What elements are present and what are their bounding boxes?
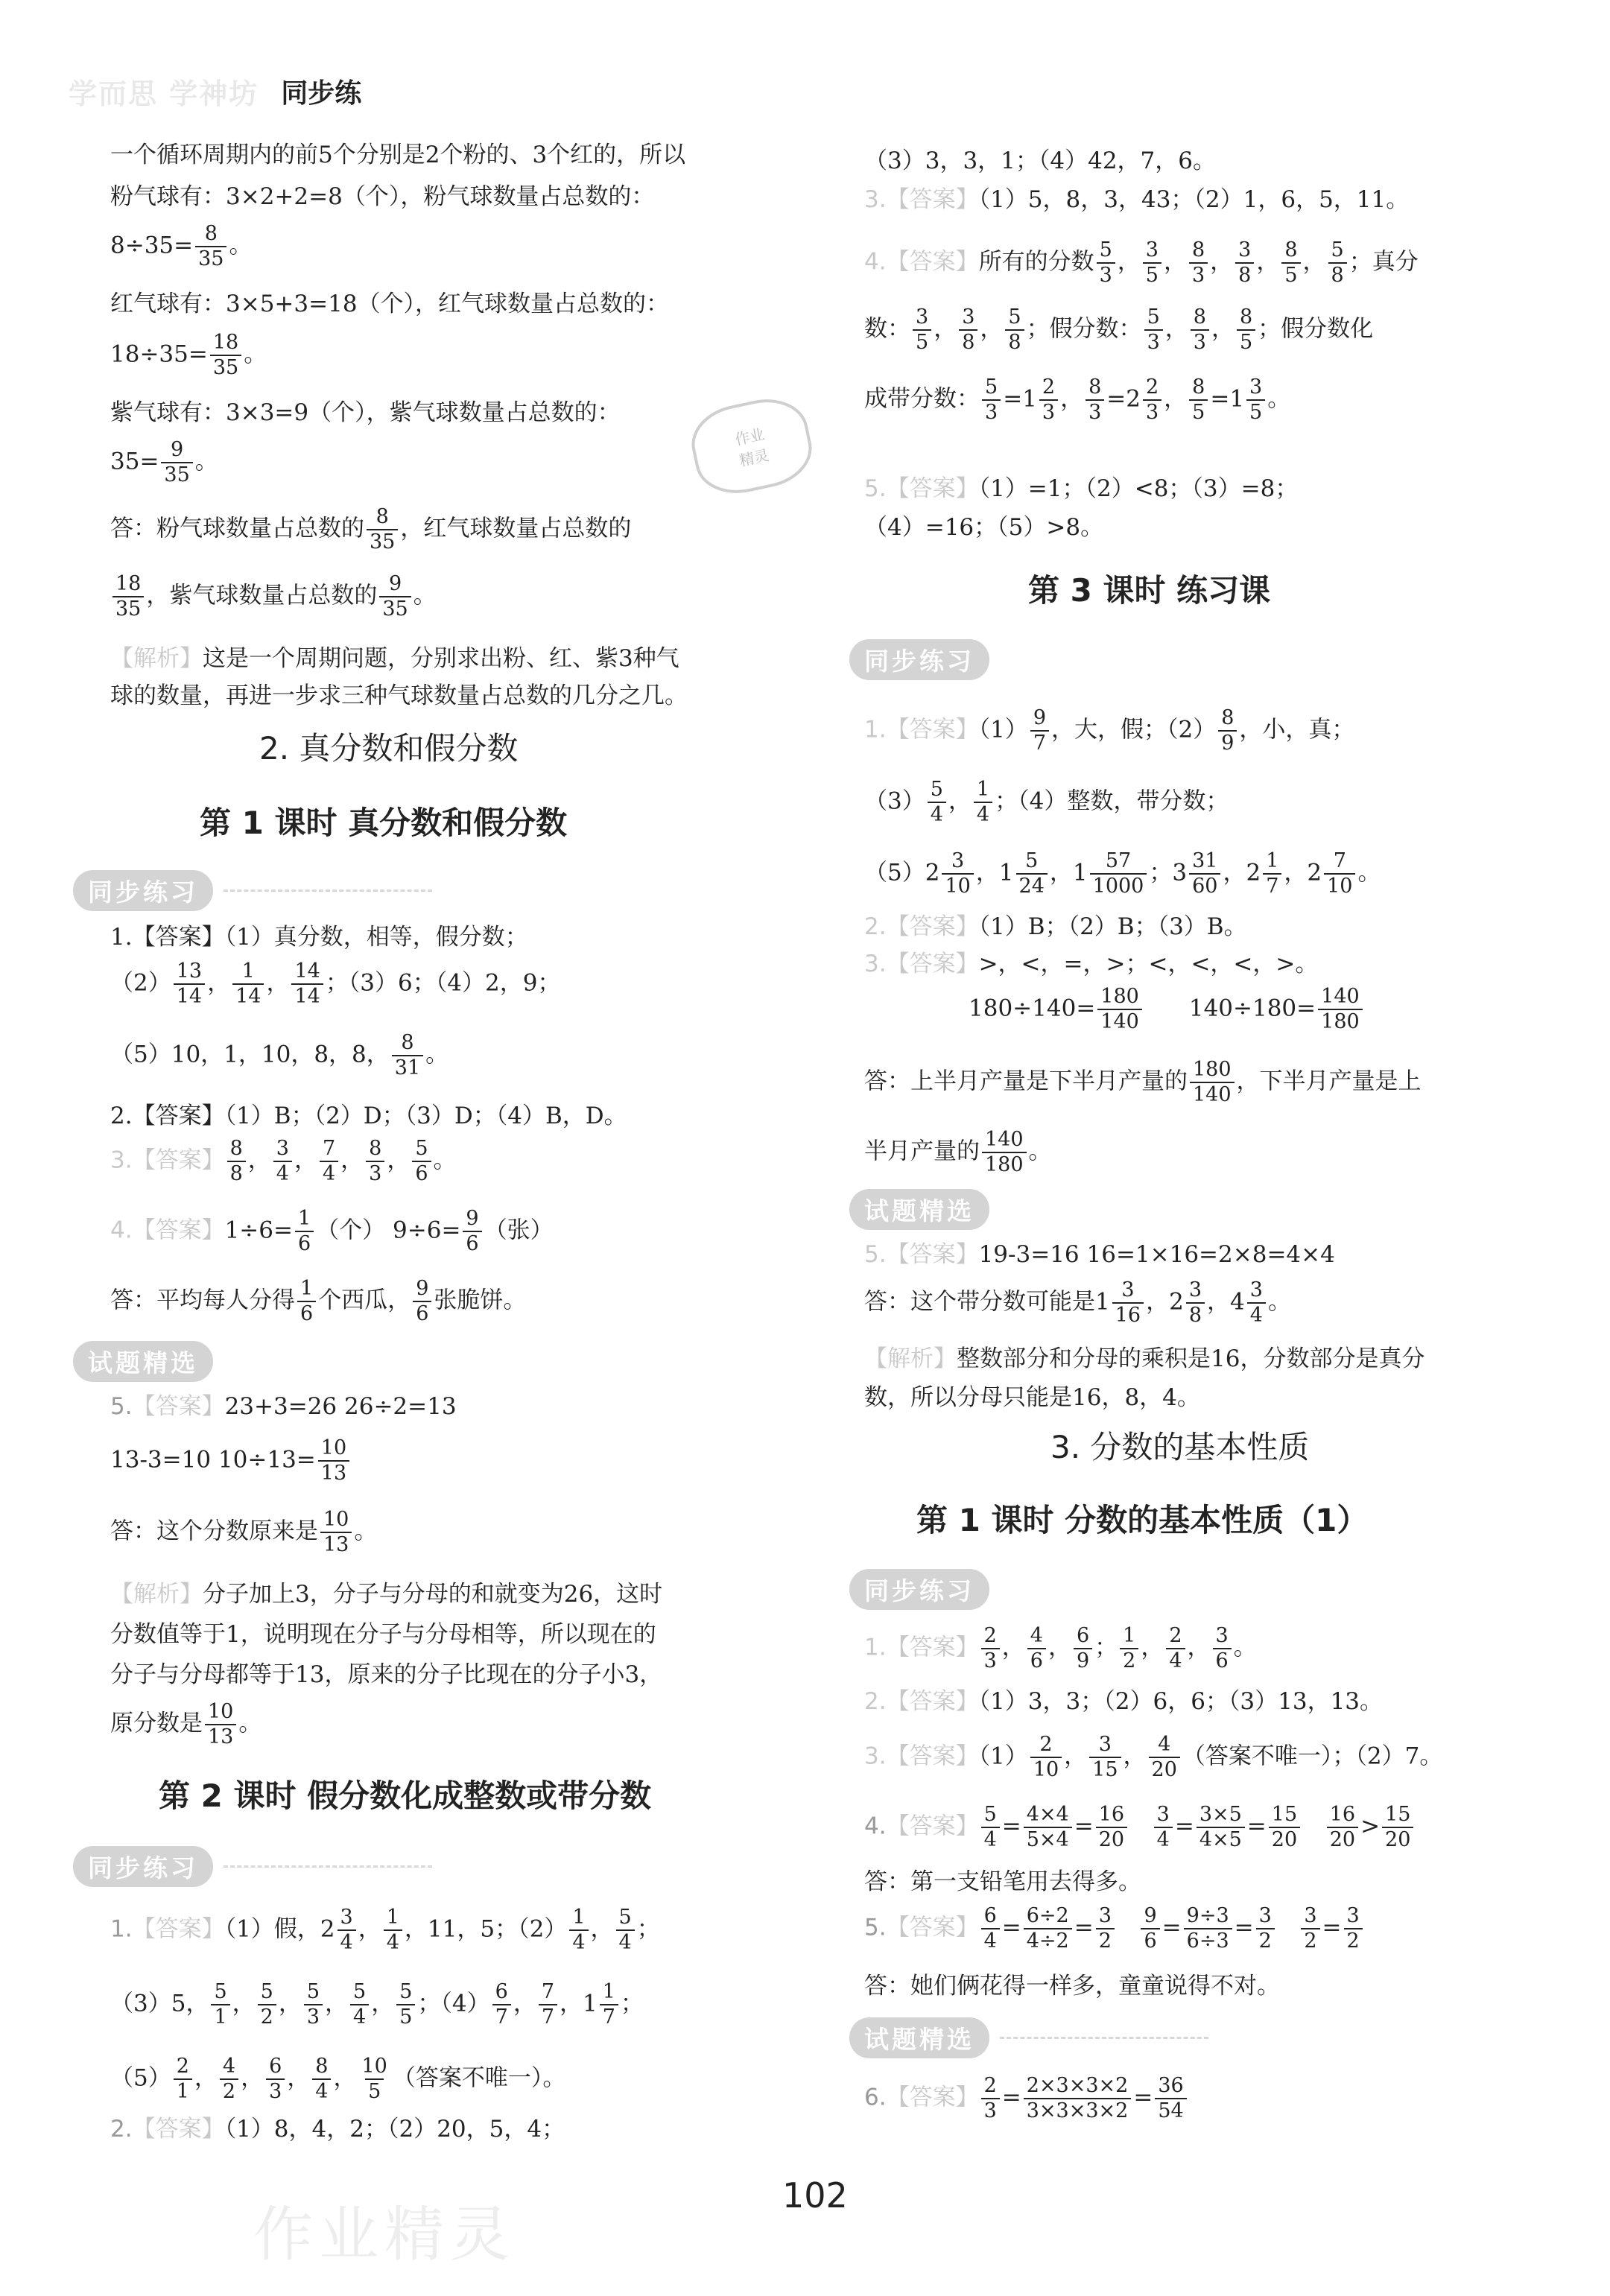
text-line: $\frac{18}{35}$ ，紫气球数量占总数的 $\frac{9}{35}$ 。 [110, 572, 437, 621]
text-line: 4.【答案】 $\frac{5}{4}$ = $\frac{4\times 4}{5\times 4}$ = $\frac{16}{20}$ $\frac{3}{4}$ = $\frac{3\times 5}{4\times 5}$ = $\frac{15}{20}$ $\frac{16}{20}$ > $\frac{15}{20}$ [864, 1803, 1416, 1852]
text-line: 2.【答案】（1）B；（2）B；（3）B。 [864, 913, 1247, 940]
text-line: （3） $\frac{5}{4}$ ， $\frac{1}{4}$ ；（4）整数，带分数； [864, 778, 1229, 826]
text-line: 8÷35= $\frac{8}{35}$ 。 [110, 222, 253, 270]
sync-practice-badge: 同步练习 [849, 639, 989, 679]
section-title: 2. 真分数和假分数 [259, 730, 519, 767]
text-line: 5.【答案】 $\frac{6}{4}$ = $\frac{6\div 2}{4\div 2}$ = $\frac{3}{2}$ $\frac{9}{6}$ = $\frac{9\div 3}{6\div 3}$ = $\frac{3}{2}$ $\frac{3}{2}$ = $\frac{3}{2}$ [864, 1904, 1365, 1953]
text-line: 1.【答案】（1）真分数，相等，假分数； [110, 924, 528, 951]
text-line: （5）10，1，10，8，8， $\frac{8}{31}$ 。 [110, 1031, 449, 1079]
text-line: 2.【答案】（1）8，4，2；（2）20，5，4； [110, 2116, 565, 2143]
text-line: 2.【答案】（1）B；（2）D；（3）D；（4）B，D。 [110, 1103, 627, 1129]
text-line: （3）3，3，1；（4）42，7，6。 [864, 148, 1217, 174]
text-line: 答：上半月产量是下半月产量的 $\frac{180}{140}$ ，下半月产量是上 [864, 1058, 1422, 1106]
fraction: $\frac{9}{35}$ [161, 438, 192, 487]
section-title: 3. 分数的基本性质 [1050, 1429, 1310, 1465]
lesson-title: 第 3 课时 练习课 [1028, 572, 1271, 609]
text-line: 分子与分母都等于13，原来的分子比现在的分子小3， [110, 1661, 663, 1688]
exam-selection-badge: 试题精选 [73, 1341, 213, 1381]
text-line: 4.【答案】所有的分数 $\frac{5}{3}$ ， $\frac{3}{5}$ ， $\frac{8}{3}$ ， $\frac{3}{8}$ ， $\frac{8}{5}$ ， $\frac{5}{8}$ ；真分 [864, 238, 1419, 287]
exam-selection-badge: 试题精选 [849, 2017, 1208, 2058]
text-line: （4）=16；（5）>8。 [864, 514, 1104, 541]
text-line: 1.【答案】（1）假，2 $\frac{3}{4}$ ， $\frac{1}{4}$ ，11，5；（2） $\frac{1}{4}$ ， $\frac{5}{4}$ ； [110, 1906, 660, 1954]
text-line: 【解析】整数部分和分母的乘积是16，分数部分是真分 [864, 1345, 1425, 1372]
text-line: 3.【答案】 $\frac{8}{8}$ ， $\frac{3}{4}$ ， $\frac{7}{4}$ ， $\frac{8}{3}$ ， $\frac{5}{6}$ 。 [110, 1137, 457, 1185]
text-line: 一个循环周期内的前5个分别是2个粉的、3个红的，所以 [110, 142, 686, 168]
text-line: （3）5， $\frac{5}{1}$ ， $\frac{5}{2}$ ， $\frac{5}{3}$ ， $\frac{5}{4}$ ， $\frac{5}{5}$ ；（4） $\frac{6}{7}$ ， $\frac{7}{7}$ ，1 $\frac{1}{7}$ ； [110, 1980, 644, 2029]
text-line: 粉气球有：3×2+2=8（个），粉气球数量占总数的： [110, 183, 655, 210]
text-line: 原分数是 $\frac{10}{13}$ 。 [110, 1700, 262, 1748]
lesson-title: 第 2 课时 假分数化成整数或带分数 [159, 1778, 652, 1814]
text-line: 半月产量的 $\frac{140}{180}$ 。 [864, 1128, 1052, 1176]
text-line: 2.【答案】（1）3，3；（2）6，6；（3）13，13。 [864, 1688, 1384, 1715]
stamp-seal: 作业 精灵 [685, 391, 818, 501]
fraction: $\frac{8}{35}$ [367, 505, 398, 554]
series-title: 同步练 [281, 77, 362, 109]
fraction: $\frac{18}{35}$ [112, 572, 144, 621]
text-line: 13-3=10 10÷13= $\frac{10}{13}$ [110, 1436, 352, 1485]
text-line: 红气球有：3×5+3=18（个），红气球数量占总数的： [110, 291, 670, 317]
text-line: 18÷35= $\frac{18}{35}$ 。 [110, 331, 267, 379]
text-line: 答：这个带分数可能是1 $\frac{3}{16}$ ，2 $\frac{3}{8}$ ，4 $\frac{3}{4}$ 。 [864, 1278, 1291, 1327]
sync-practice-badge: 同步练习 [849, 1569, 989, 1609]
text-line: 数，所以分母只能是16，8，4。 [864, 1384, 1200, 1411]
fraction: $\frac{18}{35}$ [210, 331, 241, 380]
text-line: 答：她们俩花得一样多，童童说得不对。 [864, 1973, 1280, 2000]
text-line: 答：这个分数原来是 $\frac{10}{13}$ 。 [110, 1508, 378, 1556]
left-column [88, 140, 825, 2151]
text-line: 5.【答案】23+3=26 26÷2=13 [110, 1393, 457, 1420]
page-header [69, 69, 361, 113]
text-line: 分数值等于1，说明现在分子与分母相等，所以现在的 [110, 1621, 656, 1648]
right-column [864, 140, 1535, 2151]
text-line: 1.【答案】 $\frac{2}{3}$ ， $\frac{4}{6}$ ， $\frac{6}{9}$ ； $\frac{1}{2}$ ， $\frac{2}{4}$ ， $\frac{3}{6}$ 。 [864, 1624, 1257, 1672]
text-line: 成带分数： $\frac{5}{3}$ =1 $\frac{2}{3}$ ， $\frac{8}{3}$ =2 $\frac{2}{3}$ ， $\frac{8}{5}$ =1 $\frac{3}{5}$ 。 [864, 375, 1291, 424]
text-line: 数： $\frac{3}{5}$ ， $\frac{3}{8}$ ， $\frac{5}{8}$ ；假分数： $\frac{5}{3}$ ， $\frac{8}{3}$ ， $\frac{8}{5}$ ；假分数化 [864, 305, 1374, 354]
lesson-title: 第 1 课时 分数的基本性质（1） [916, 1502, 1369, 1538]
text-line: 球的数量，再进一步求三种气球数量占总数的几分之几。 [110, 682, 688, 709]
fraction: $\frac{9}{35}$ [379, 572, 411, 621]
watermark: 作业精灵 [253, 2200, 516, 2269]
text-line: 35= $\frac{9}{35}$ 。 [110, 438, 218, 486]
text-line: 紫气球有：3×3=9（个），紫气球数量占总数的： [110, 399, 621, 426]
text-line: 1.【答案】（1） $\frac{9}{7}$ ，大，假；（2） $\frac{8}{9}$ ，小，真； [864, 706, 1355, 755]
page-number: 102 [782, 2175, 848, 2216]
text-line: （5）2 $\frac{3}{10}$ ，1 $\frac{5}{24}$ ，1 $\frac{57}{1000}$ ；3 $\frac{31}{60}$ ，2 $\frac{1}{7}$ ，2 $\frac{7}{10}$ 。 [864, 849, 1381, 898]
text-line: 【解析】分子加上3，分子与分母的和就变为26，这时 [110, 1581, 663, 1608]
text-line: 5.【答案】19-3=16 16=1×16=2×8=4×4 [864, 1241, 1335, 1268]
text-line: 180÷140= $\frac{180}{140}$ 140÷180= $\frac{140}{180}$ [864, 985, 1365, 1034]
lesson-title: 第 1 课时 真分数和假分数 [200, 805, 568, 841]
exam-selection-badge: 试题精选 [849, 1189, 989, 1229]
text-line: 5.【答案】（1）=1；（2）<8；（3）=8； [864, 475, 1299, 502]
text-line: 【解析】这是一个周期问题，分别求出粉、红、紫3种气 [110, 645, 679, 672]
text-line: 6.【答案】 $\frac{2}{3}$ = $\frac{2\times 3\times 3\times 2}{3\times 3\times 3\times 2}$ = $\frac{36}{54}$ [864, 2074, 1189, 2123]
text-line: 答：粉气球数量占总数的 $\frac{8}{35}$ ，红气球数量占总数的 [110, 505, 632, 554]
text-line: 4.【答案】1÷6= $\frac{1}{6}$ （个） 9÷6= $\frac{9}{6}$ （张） [110, 1207, 554, 1255]
sync-practice-badge: 同步练习 [73, 1846, 432, 1886]
text-line: 答：第一支铅笔用去得多。 [864, 1868, 1141, 1895]
text-line: 答：平均每人分得 $\frac{1}{6}$ 个西瓜， $\frac{9}{6}$ 张脆饼。 [110, 1277, 527, 1325]
text-line: 3.【答案】（1）5，8，3，43；（2）1，6，5，11。 [864, 186, 1410, 213]
text-line: （2） $\frac{13}{14}$ ， $\frac{1}{14}$ ， $\frac{14}{14}$ ；（3）6；（4）2，9； [110, 960, 561, 1008]
fraction: $\frac{8}{35}$ [195, 222, 226, 271]
sync-practice-badge: 同步练习 [73, 870, 432, 910]
text-line: 3.【答案】>，<，=，>；<，<，<，>。 [864, 951, 1319, 977]
text-line: 3.【答案】（1） $\frac{2}{10}$ ， $\frac{3}{15}$ ， $\frac{4}{20}$ （答案不唯一）；（2）7。 [864, 1733, 1443, 1781]
brand-logo: 学而思 学神坊 [69, 77, 259, 110]
text-line: （5） $\frac{2}{1}$ ， $\frac{4}{2}$ ， $\frac{6}{3}$ ， $\frac{8}{4}$ ， $\frac{10}{5}$ （答案不唯一）。 [110, 2055, 566, 2103]
